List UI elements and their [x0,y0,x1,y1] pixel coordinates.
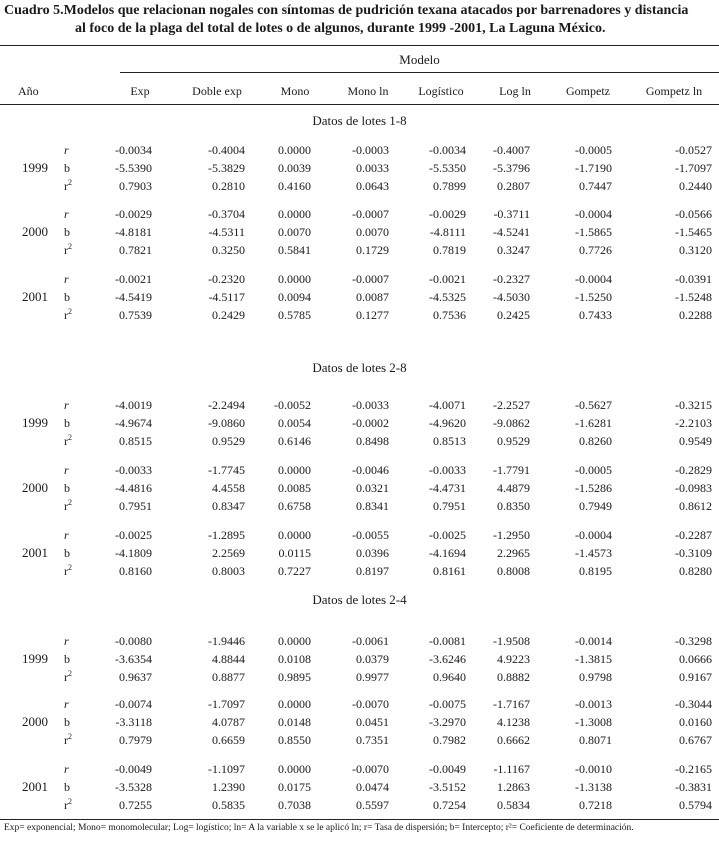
table-cell: -3.2970 [429,715,466,729]
table-cell: -4.5325 [429,290,466,304]
table-cell: -0.0033 [352,398,389,412]
table-cell: -9.0860 [208,416,245,430]
caption-line-2: al foco de la plaga del total de lotes o de algunos, durante 1999 -2001, La Laguna México. [75,21,606,36]
table-cell: -3.6246 [429,652,466,666]
table-cell: -4.0019 [115,398,152,412]
table-cell: -4.8181 [115,225,152,239]
param-label: $r^2$ [64,669,72,684]
table-cell: -1.3138 [575,780,612,794]
table-cell: 0.2288 [679,308,712,322]
year-header: Año [18,84,39,98]
superscript-2: 2 [68,669,72,678]
table-cell: 0.7949 [579,499,612,513]
table-cell: -4.5419 [115,290,152,304]
section-title: Datos de lotes 1-8 [312,113,407,128]
table-cell: 0.7255 [119,798,152,812]
table-cell: -0.0070 [352,697,389,711]
param-label: $r^2$ [64,498,72,513]
superscript-2: 2 [68,242,72,251]
year-label: 1999 [22,160,48,175]
table-cell: 2.2965 [497,546,530,560]
table-cell: -4.5117 [208,290,245,304]
year-label: 2001 [22,545,48,560]
superscript-2: 2 [68,797,72,806]
table-cell: 0.0175 [278,780,311,794]
param-label: r [64,762,69,776]
table-cell: 0.2440 [679,179,712,193]
table-cell: -1.1167 [493,762,530,776]
table-cell: -0.5627 [575,398,612,412]
table-cell: 0.0000 [278,207,311,221]
table-cell: -4.1694 [429,546,466,560]
table-cell: 0.0321 [356,481,389,495]
table-cell: 4.4558 [212,481,245,495]
table-cell: 0.7951 [433,499,466,513]
table-cell: -1.5865 [575,225,612,239]
table-cell: 0.0070 [278,225,311,239]
table-cell: 0.2429 [212,308,245,322]
table-cell: 0.8498 [356,434,389,448]
table-cell: -1.2950 [493,528,530,542]
table-cell: -0.2287 [675,528,712,542]
table-cell: 0.9167 [679,670,712,684]
param-label: $r^2$ [64,178,72,193]
table-cell: -5.3796 [493,161,530,175]
param-label: $r^2$ [64,797,72,812]
table-cell: -1.3008 [575,715,612,729]
table-cell: -0.0025 [429,528,466,542]
table-cell: -0.4004 [208,143,245,157]
table-cell: -1.7791 [493,463,530,477]
table-cell: 0.8197 [356,564,389,578]
column-header: Log ln [499,84,531,98]
table-cell: -4.5241 [493,225,530,239]
table-cell: -5.5390 [115,161,152,175]
table-cell: 0.6659 [212,733,245,747]
table-cell: -0.0566 [675,207,712,221]
superscript-2: 2 [68,433,72,442]
table-cell: 0.3120 [679,243,712,257]
table-cell: 0.7899 [433,179,466,193]
table-cell: 4.9223 [497,652,530,666]
table-cell: -0.3215 [675,398,712,412]
table-cell: -0.0034 [429,143,466,157]
table-cell: 0.0000 [278,143,311,157]
table-cell: -0.0004 [575,528,612,542]
table-cell: 0.0148 [278,715,311,729]
table-cell: -1.2895 [208,528,245,542]
table-cell: 0.0379 [356,652,389,666]
table-cell: -0.0049 [115,762,152,776]
table-cell: -4.5030 [493,290,530,304]
table-cell: -4.4731 [429,481,466,495]
table-cell: -4.1809 [115,546,152,560]
table-cell: -0.0004 [575,272,612,286]
table-cell: 0.0396 [356,546,389,560]
year-label: 2000 [22,224,48,239]
table-cell: 0.2807 [497,179,530,193]
table-cell: 0.0000 [278,272,311,286]
table-cell: -0.3831 [675,780,712,794]
superscript-2: 2 [68,498,72,507]
table-cell: -1.7097 [208,697,245,711]
table-cell: -0.0021 [115,272,152,286]
table-cell: 4.4879 [497,481,530,495]
table-cell: -0.3109 [675,546,712,560]
table-cell: 0.5841 [278,243,311,257]
table-cell: -0.0004 [575,207,612,221]
table-cell: -2.2103 [675,416,712,430]
table-cell: 0.0039 [278,161,311,175]
table-cell: -9.0862 [493,416,530,430]
param-label: b [64,715,70,729]
table-cell: 0.7038 [278,798,311,812]
table-cell: 0.8195 [579,564,612,578]
table-cell: 0.7351 [356,733,389,747]
table-cell: 4.8844 [212,652,245,666]
table-cell: -0.0034 [115,143,152,157]
table-cell: -0.0052 [274,398,311,412]
table-cell: -5.3829 [208,161,245,175]
table-cell: -4.0071 [429,398,466,412]
table-cell: -1.5248 [675,290,712,304]
table-cell: -1.9446 [208,634,245,648]
table-cell: 0.9529 [497,434,530,448]
table-cell: -3.6354 [115,652,152,666]
table-cell: 0.0033 [356,161,389,175]
table-cell: -0.2320 [208,272,245,286]
table-cell: -0.0005 [575,143,612,157]
table-cell: 0.7979 [119,733,152,747]
table-cell: -0.0080 [115,634,152,648]
param-label: $r^2$ [64,242,72,257]
table-cell: 0.8612 [679,499,712,513]
table-cell: 0.0000 [278,762,311,776]
table-cell: 0.6767 [679,733,712,747]
table-cell: 0.0115 [278,546,311,560]
table-cell: 0.6662 [497,733,530,747]
table-cell: -4.9674 [115,416,152,430]
table-cell: -0.0046 [352,463,389,477]
table-cell: 0.2810 [212,179,245,193]
table-cell: 0.7254 [433,798,466,812]
table-cell: -0.0081 [429,634,466,648]
column-header: Exp [130,84,150,98]
table-cell: -0.3704 [208,207,245,221]
table-cell: 1.2390 [212,780,245,794]
column-header: Gompetz ln [645,84,703,98]
table-cell: 0.7227 [278,564,311,578]
table-cell: 0.8877 [212,670,245,684]
table-cell: 0.9798 [579,670,612,684]
year-label: 2000 [22,714,48,729]
table-cell: 0.5835 [212,798,245,812]
table-caption [4,2,716,38]
table-cell: 0.3250 [212,243,245,257]
table-cell: 0.8161 [433,564,466,578]
header-bottom-rule [0,104,719,105]
param-label: b [64,546,70,560]
table-cell: -4.8111 [429,225,466,239]
table-cell: 0.4160 [278,179,311,193]
table-cell: 0.0000 [278,463,311,477]
table-cell: 0.6146 [278,434,311,448]
table-cell: -1.7190 [575,161,612,175]
table-cell: 0.0451 [356,715,389,729]
table-cell: -1.5250 [575,290,612,304]
param-label: r [64,697,69,711]
table-cell: 0.8071 [579,733,612,747]
table-cell: 0.0643 [356,179,389,193]
table-cell: 0.9640 [433,670,466,684]
table-cell: -3.3118 [115,715,152,729]
param-label: b [64,290,70,304]
table-cell: -0.0029 [115,207,152,221]
table-cell: 0.1729 [356,243,389,257]
table-cell: -0.2829 [675,463,712,477]
table-cell: -0.3044 [675,697,712,711]
table-cell: -0.0983 [675,481,712,495]
table-cell: -0.0025 [115,528,152,542]
table-cell: 0.8260 [579,434,612,448]
table-cell: -4.4816 [115,481,152,495]
table-cell: 0.7536 [433,308,466,322]
table-cell: 0.7819 [433,243,466,257]
table-cell: 0.5785 [278,308,311,322]
table-cell: -0.0070 [352,762,389,776]
table-cell: -0.0074 [115,697,152,711]
table-cell: -0.3298 [675,634,712,648]
footnote: Exp= exponencial; Mono= monomolecular; Log= logístico; ln= A la variable x se le aplicó ln; r= Tasa de dispersión; b= Intercepto; r²= Coeficiente de determinación. [4,823,634,833]
table-cell: -5.5350 [429,161,466,175]
bottom-rule [0,819,719,820]
param-label: b [64,225,70,239]
table-cell: -0.0010 [575,762,612,776]
table-cell: -1.1097 [208,762,245,776]
table-cell: 0.8008 [497,564,530,578]
table-cell: 0.5794 [679,798,712,812]
section-title: Datos de lotes 2-4 [312,592,407,607]
table-cell: -0.0049 [429,762,466,776]
table-cell: -0.0527 [675,143,712,157]
table-cell: -0.2165 [675,762,712,776]
table-cell: 0.7447 [579,179,612,193]
table-cell: 2.2569 [212,546,245,560]
column-header: Mono [280,84,310,98]
table-cell: 0.0000 [278,528,311,542]
table-cell: -0.0013 [575,697,612,711]
table-cell: 0.7433 [579,308,612,322]
table-cell: -3.5328 [115,780,152,794]
table-cell: 1.2863 [497,780,530,794]
param-label: r [64,463,69,477]
table-cell: -0.0391 [675,272,712,286]
param-label: b [64,652,70,666]
table-cell: -1.5286 [575,481,612,495]
table-cell: 0.8160 [119,564,152,578]
table-cell: 0.0666 [679,652,712,666]
table-cell: 0.8350 [497,499,530,513]
table-cell: -1.5465 [675,225,712,239]
table-cell: 0.7539 [119,308,152,322]
table-cell: 4.0787 [212,715,245,729]
table-cell: 0.0000 [278,634,311,648]
table-cell: 0.0108 [278,652,311,666]
table-cell: 0.7726 [579,243,612,257]
param-label: $r^2$ [64,563,72,578]
table-cell: 0.5597 [356,798,389,812]
param-label: b [64,780,70,794]
table-cell: -0.0055 [352,528,389,542]
table-cell: -0.0033 [115,463,152,477]
table-cell: 0.7903 [119,179,152,193]
param-label: r [64,143,69,157]
table-cell: 0.0070 [356,225,389,239]
table-cell: 0.9637 [119,670,152,684]
table-cell: -0.4007 [493,143,530,157]
table-cell: 0.8003 [212,564,245,578]
table-cell: 0.7982 [433,733,466,747]
column-header: Logístico [418,84,464,98]
year-label: 2001 [22,779,48,794]
table-cell: 0.1277 [356,308,389,322]
param-label: r [64,272,69,286]
group-header-rule [120,72,719,73]
param-label: $r^2$ [64,307,72,322]
caption-label: Cuadro 5. [4,3,64,18]
table-cell: 0.9895 [278,670,311,684]
year-label: 1999 [22,415,48,430]
table-cell: -0.0029 [429,207,466,221]
table-cell: 0.8550 [278,733,311,747]
param-label: r [64,207,69,221]
table-cell: 0.7218 [579,798,612,812]
table-cell: -0.0002 [352,416,389,430]
table-cell: -1.7167 [493,697,530,711]
table-cell: 0.0474 [356,780,389,794]
column-header: Doble exp [192,84,242,98]
table-cell: -1.6281 [575,416,612,430]
table-cell: 0.7951 [119,499,152,513]
table-cell: -2.2527 [493,398,530,412]
table-cell: -1.3815 [575,652,612,666]
table-cell: -1.7745 [208,463,245,477]
superscript-2: 2 [68,563,72,572]
param-label: $r^2$ [64,732,72,747]
table-cell: 0.8515 [119,434,152,448]
table-cell: -0.3711 [493,207,530,221]
table-cell: 0.9549 [679,434,712,448]
table-cell: -0.2327 [493,272,530,286]
table-cell: -0.0014 [575,634,612,648]
table-cell: 4.1238 [497,715,530,729]
param-label: b [64,481,70,495]
table-cell: 0.8513 [433,434,466,448]
table-cell: -4.9620 [429,416,466,430]
superscript-2: 2 [68,307,72,316]
section-title: Datos de lotes 2-8 [312,360,407,375]
table-cell: 0.0054 [278,416,311,430]
table-cell: 0.8882 [497,670,530,684]
table-cell: 0.3247 [497,243,530,257]
table-cell: -1.7097 [675,161,712,175]
column-header: Mono ln [347,84,389,98]
table-cell: 0.8280 [679,564,712,578]
table-cell: 0.0000 [278,697,311,711]
table-cell: 0.2425 [497,308,530,322]
table-cell: 0.6758 [278,499,311,513]
table-cell: 0.0094 [278,290,311,304]
param-label: r [64,398,69,412]
table-cell: 0.8347 [212,499,245,513]
superscript-2: 2 [68,178,72,187]
param-label: b [64,416,70,430]
table-cell: -4.5311 [208,225,245,239]
table-cell: -0.0007 [352,272,389,286]
year-label: 2001 [22,289,48,304]
table-cell: -0.0061 [352,634,389,648]
column-header: Gompetz [566,84,610,98]
table-cell: 0.9529 [212,434,245,448]
superscript-2: 2 [68,732,72,741]
param-label: $r^2$ [64,433,72,448]
top-rule [0,45,719,46]
table-cell: 0.0085 [278,481,311,495]
table-cell: 0.0087 [356,290,389,304]
year-label: 2000 [22,480,48,495]
year-label: 1999 [22,651,48,666]
group-header-modelo: Modelo [399,52,440,67]
param-label: b [64,161,70,175]
param-label: r [64,634,69,648]
table-cell: -0.0075 [429,697,466,711]
table-cell: -0.0033 [429,463,466,477]
table-cell: 0.0160 [679,715,712,729]
table-cell: -0.0003 [352,143,389,157]
table-cell: -0.0007 [352,207,389,221]
table-cell: 0.5834 [497,798,530,812]
table-cell: -0.0005 [575,463,612,477]
table-cell: -1.9508 [493,634,530,648]
param-label: r [64,528,69,542]
table-cell: 0.9977 [356,670,389,684]
table-cell: 0.8341 [356,499,389,513]
table-cell: -3.5152 [429,780,466,794]
table-cell: -0.0021 [429,272,466,286]
table-cell: -2.2494 [208,398,245,412]
caption-line-1: Modelos que relacionan nogales con síntomas de pudrición texana atacados por barrenadores y distancia [63,3,689,18]
table-cell: 0.7821 [119,243,152,257]
table-cell: -1.4573 [575,546,612,560]
